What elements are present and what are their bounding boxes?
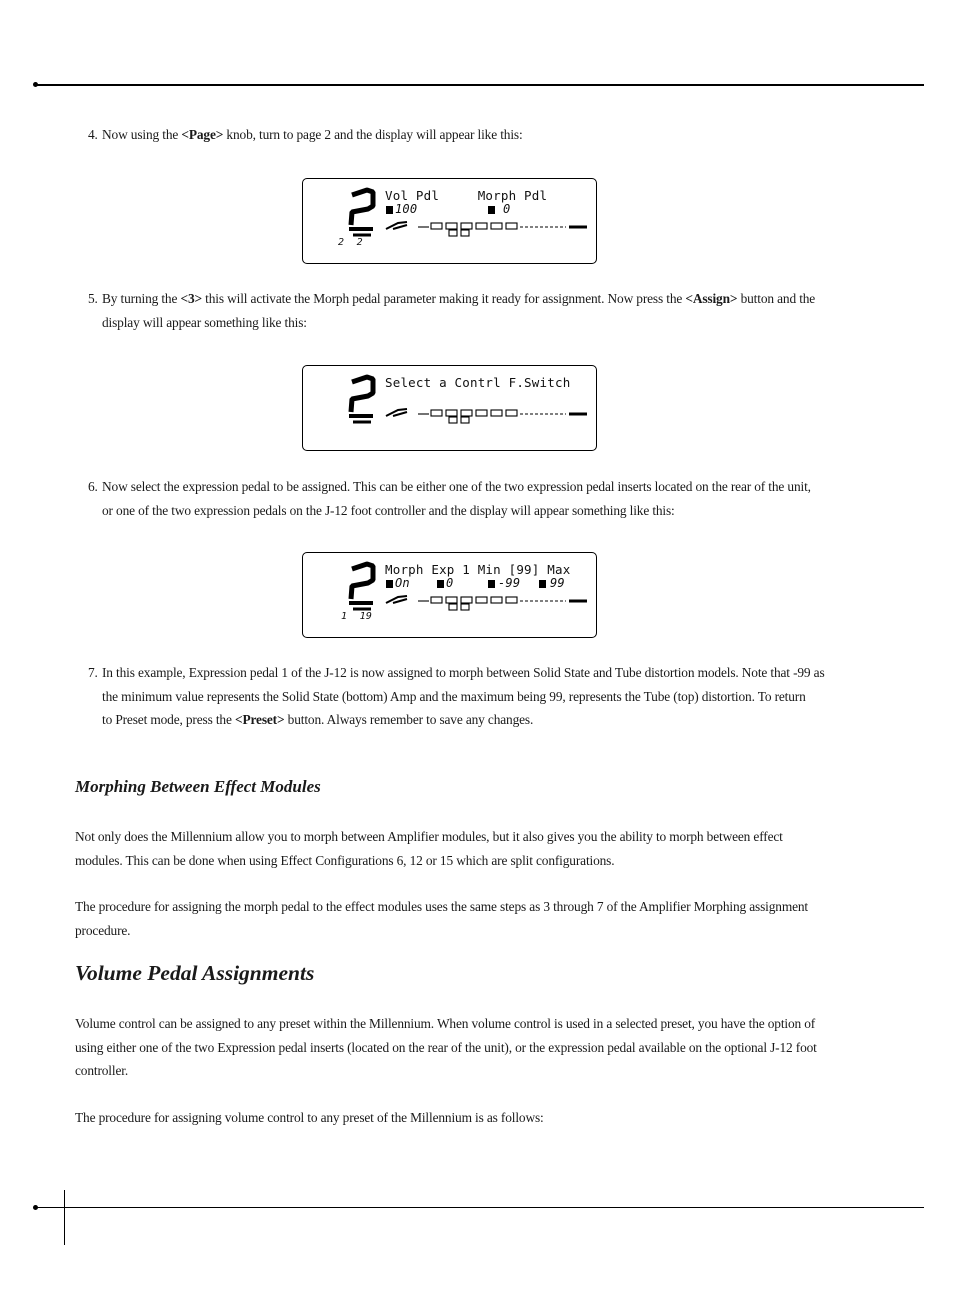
bottom-rule (35, 1207, 924, 1208)
step-4 (88, 123, 873, 147)
bottom-margin-rule (64, 1190, 65, 1245)
lcd-value-morph: 0 (503, 202, 511, 216)
step-number: 5. (88, 291, 98, 306)
lcd-corner-numbers: 2 2 (338, 237, 363, 248)
step-number: 6. (88, 479, 98, 494)
step-text: In this example, Expression pedal 1 of the J-12 is now assigned to morph between Solid State and Tube distortion models. Note that -99 as (102, 665, 825, 680)
morphing-section-title: Morphing Between Effect Modules (75, 777, 321, 796)
step-number: 4. (88, 127, 98, 142)
step-text: Now select the expression pedal to be assigned. This can be either one of the two expression pedal inserts located on the rear of the unit, (102, 479, 811, 494)
volume-paragraph-2: The procedure for assigning volume control to any preset of the Millennium is as follows: (75, 1110, 544, 1125)
lcd-display-morph-exp (302, 552, 597, 638)
lcd-row-1: Morph Exp 1 Min [99] Max (385, 562, 571, 577)
signal-chain-icon (386, 596, 587, 610)
step-text-line-2: the minimum value represents the Solid State (bottom) Amp and the maximum being 99, represents the Tube (top) distortion. To return (102, 688, 806, 704)
signal-chain-icon (386, 409, 587, 423)
step-number: 7. (88, 665, 98, 680)
morphing-paragraph-1: Not only does the Millennium allow you to morph between Amplifier modules, but it also gives you the ability to morph between effect modules. This can be done when using Effect Configurations 6, 12 or 15 which are split configurations. (75, 829, 783, 868)
lcd-row-1: Select a Contrl F.Switch (385, 375, 571, 390)
page-knob-label: <Page> (181, 127, 224, 142)
step-text: Now using the <Page> knob, turn to page 2 and the display will appear like this: (102, 127, 523, 142)
lcd-value-min: -99 (498, 576, 521, 590)
preset-button-label: <Preset> (234, 712, 285, 727)
knob-3-label: <3> (180, 291, 202, 306)
step-6 (88, 475, 873, 522)
lcd-display-page2 (302, 178, 597, 264)
lcd-value-volume: 100 (395, 202, 418, 216)
signal-chain-icon (386, 222, 587, 236)
lcd-corner-numbers: 1 19 (341, 611, 373, 622)
lcd-display-select-control (302, 365, 597, 451)
volume-paragraph-1: Volume control can be assigned to any preset within the Millennium. When volume control is used in a selected preset, you have the option of using either one of the two Expression pedal inserts (located on the rear of the unit), or the expression pedal available on the optional J-12 foot controller. (75, 1016, 817, 1078)
step-7 (88, 661, 873, 732)
step-text: By turning the <3> this will activate the Morph pedal parameter making it ready for assignment. Now press the <Assign> button and the (102, 291, 816, 306)
top-rule (35, 84, 924, 86)
step-text-line-2: display will appear something like this: (102, 314, 307, 330)
assign-button-label: <Assign> (685, 291, 738, 306)
step-5 (88, 287, 873, 334)
lcd-value-on: On (395, 576, 410, 590)
volume-section-title: Volume Pedal Assignments (75, 961, 315, 985)
step-text-line-2: or one of the two expression pedals on the J-12 foot controller and the display will appear something like this: (102, 502, 675, 518)
morphing-paragraph-2: The procedure for assigning the morph pedal to the effect modules uses the same steps as 3 through 7 of the Amplifier Morphing assignment procedure. (75, 899, 809, 938)
step-text-line-3: to Preset mode, press the <Preset> button. Always remember to save any changes. (102, 712, 534, 727)
lcd-value-zero: 0 (446, 576, 454, 590)
lcd-value-max: 99 (550, 576, 565, 590)
lcd-row-1: Vol Pdl Morph Pdl (385, 188, 548, 203)
